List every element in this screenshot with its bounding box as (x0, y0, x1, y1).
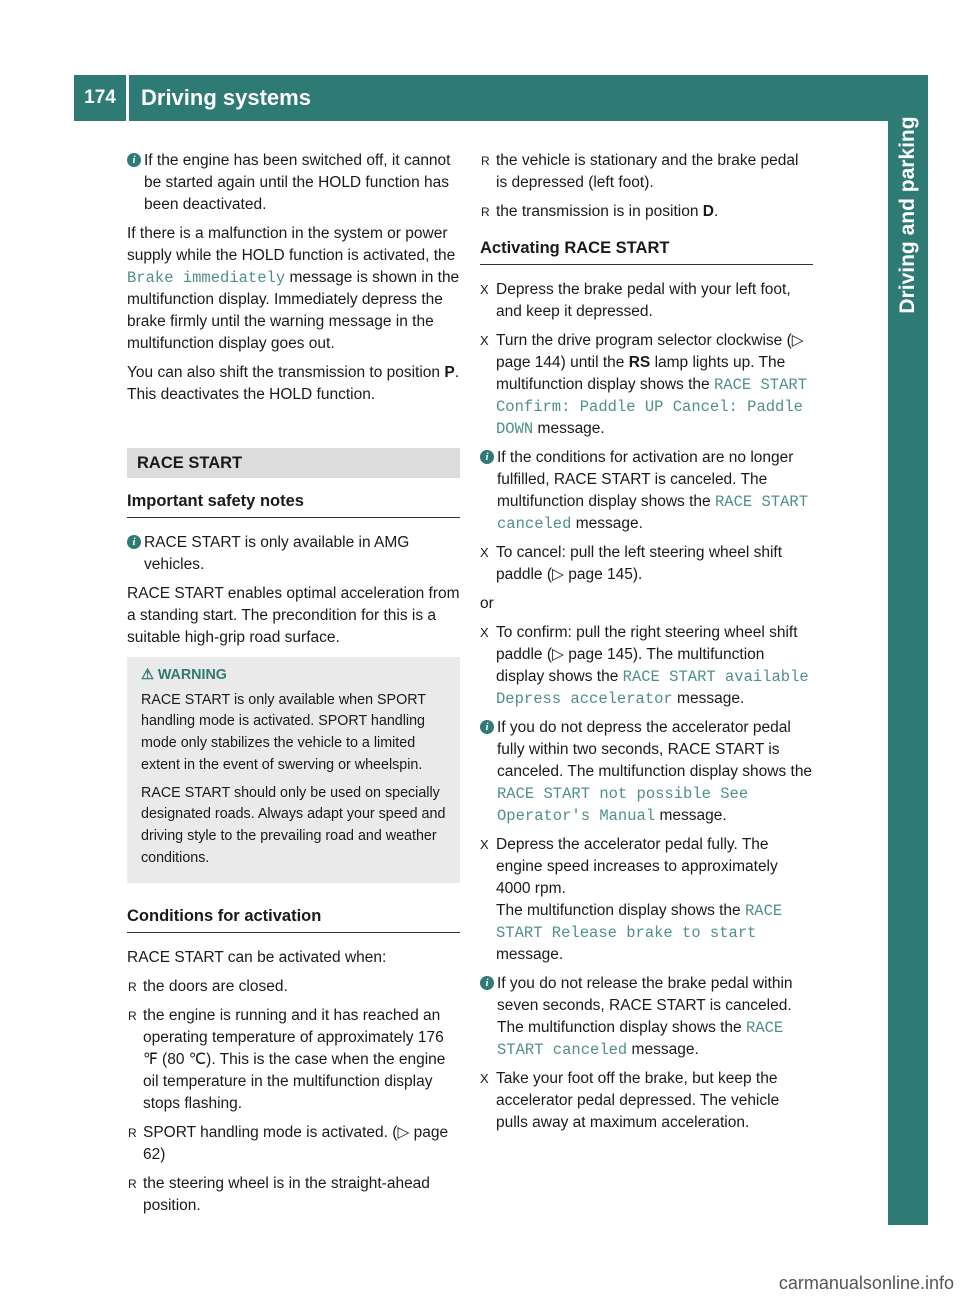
step-item: X Turn the drive program selector clockwise (▷ page 144) until the RS lamp lights up. The multifunction display shows the RACE START Confirm: Paddle UP Cancel: Paddle DOWN message. (480, 332, 807, 438)
page-number: 174 (84, 87, 116, 108)
display-message: RACE START Confirm: Paddle UP Cancel: Paddle DOWN (496, 376, 807, 438)
display-message: Brake immediately (127, 269, 286, 287)
subheading: Conditions for activation (127, 905, 460, 933)
list-item: R the steering wheel is in the straight-ahead position. (128, 1175, 430, 1215)
warning-text: RACE START should only be used on specially designated roads. Always adapt your speed and driving style to the prevailing road and weather conditions. (141, 784, 446, 866)
step-item: X To cancel: pull the left steering wheel shift paddle (▷ page 145). (480, 544, 783, 583)
bullet-icon: R (128, 1126, 137, 1141)
display-message: RACE START not possible See Operator's Manual (497, 785, 749, 825)
warning-title: ⚠ WARNING (141, 667, 227, 683)
info-icon: i (480, 976, 494, 990)
info-note: i If you do not depress the accelerator pedal fully within two seconds, RACE START is canceled. The multifunction display shows the RACE START not possible See Operator's Manual message. (480, 717, 813, 827)
info-icon: i (480, 720, 494, 734)
header-divider (126, 75, 129, 121)
step-icon: X (480, 625, 489, 640)
step-item: X Depress the brake pedal with your left foot, and keep it depressed. (480, 281, 791, 320)
step-item: X Depress the accelerator pedal fully. The engine speed increases to approximately 4000 rpm. The multifunction display shows the RACE START Release brake to start message. (480, 836, 783, 963)
info-icon: i (127, 535, 141, 549)
display-message: RACE START canceled (497, 1019, 784, 1059)
info-text: If the engine has been switched off, it cannot be started again until the HOLD function has been deactivated. (144, 152, 451, 213)
info-note (127, 150, 460, 216)
warning-text: RACE START is only available when SPORT handling mode is activated. SPORT handling mode only stabilizes the vehicle to a limited extent in the event of swerving or wheelspin. (141, 691, 426, 773)
paragraph: RACE START can be activated when: (127, 949, 387, 967)
step-icon: X (480, 282, 489, 297)
display-message: RACE START available Depress accelerator (496, 668, 809, 708)
side-tab (888, 75, 928, 1225)
subheading: Important safety notes (127, 490, 460, 518)
info-note: i If the conditions for activation are no longer fulfilled, RACE START is canceled. The multifunction display shows the RACE START canceled message. (480, 447, 813, 535)
bullet-icon: R (128, 1009, 137, 1024)
bullet-icon: R (128, 1177, 137, 1192)
section-title: Driving systems (141, 85, 311, 110)
display-message: RACE START Release brake to start (496, 902, 783, 942)
info-text: RACE START is only available in AMG vehicles. (144, 534, 410, 573)
warning-icon: ⚠ (141, 667, 154, 683)
subheading: Activating RACE START (480, 237, 813, 265)
step-item: X To confirm: pull the right steering wheel shift paddle (▷ page 145). The multifunction display shows the RACE START available Depress accelerator message. (480, 624, 809, 708)
info-note (127, 532, 460, 576)
step-icon: X (480, 333, 489, 348)
paragraph: RACE START enables optimal acceleration from a standing start. The precondition for this is a suitable high-grip road surface. (127, 585, 460, 646)
list-item: R the vehicle is stationary and the brake pedal is depressed (left foot). (481, 152, 799, 191)
step-icon: X (480, 545, 489, 560)
info-icon: i (480, 450, 494, 464)
paragraph: You can also shift the transmission to position P. This deactivates the HOLD function. (127, 364, 460, 403)
section-band: RACE START (127, 448, 460, 478)
bullet-icon: R (481, 205, 490, 219)
step-item: X Take your foot off the brake, but keep the accelerator pedal depressed. The vehicle pulls away at maximum acceleration. (480, 1070, 780, 1131)
side-tab-label: Driving and parking (896, 116, 919, 314)
list-item: R the engine is running and it has reached an operating temperature of approximately 176 ℉ (80 ℃). This is the case when the engine oil temperature in the multifunction display stops flashing. (128, 1007, 446, 1113)
step-icon: X (480, 1071, 489, 1086)
step-icon: X (480, 837, 489, 852)
display-message: RACE START canceled (497, 493, 808, 533)
warning-box (127, 657, 460, 883)
bullet-icon: R (481, 154, 490, 168)
info-icon: i (127, 153, 141, 167)
left-column (127, 150, 460, 1224)
list-item: R the doors are closed. (127, 976, 460, 998)
or-text: or (480, 595, 494, 612)
list-item: R SPORT handling mode is activated. (▷ page 62) (128, 1124, 449, 1164)
list-item: R the transmission is in position D. (480, 201, 813, 223)
watermark: carmanualsonline.info (778, 1273, 954, 1293)
info-note: i If you do not release the brake pedal within seven seconds, RACE START is canceled. The multifunction display shows the RACE START canceled message. (480, 973, 813, 1061)
bullet-icon: R (128, 980, 137, 995)
paragraph: If there is a malfunction in the system or power supply while the HOLD function is activated, the Brake immediately message is shown in the multifunction display. Immediately depress the brake firmly until the warning message in the multifunction display goes out. (127, 225, 460, 352)
right-column (480, 150, 813, 1141)
